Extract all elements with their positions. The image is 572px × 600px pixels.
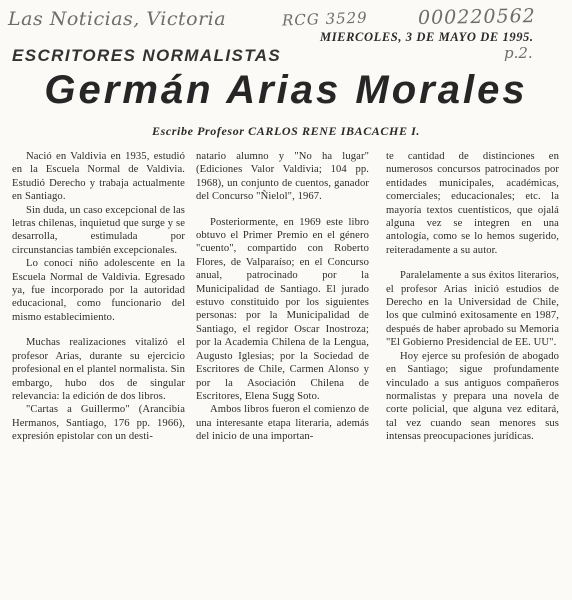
- handwritten-record-number: 000220562: [417, 4, 536, 30]
- paragraph: "Cartas a Guillermo" (Arancibia Hermanos, Santiago, 176 pp. 1966), expresión epistolar con un desti-: [12, 404, 185, 443]
- paragraph: Paralelamente a sus éxitos literarios, el profesor Arias inició estudios de Derecho en la Universidad de Chile, los que culminó exitosamente en 1987, después de haber aprobado su Memoria "El Gobierno Presidencial de EE. UU".: [386, 270, 559, 349]
- paragraph: Sin duda, un caso excepcional de las letras chilenas, inquietud que surge y se desarrolla, estimulada por circunstancias también excepcionales.: [12, 204, 185, 256]
- handwritten-catalog-code: RCG 3529: [281, 8, 368, 30]
- paragraph: Hoy ejerce su profesión de abogado en Santiago; sigue profundamente vinculado a sus antiguos compañeros normalistas y prepara una novela de corte policial, que alguna vez editará, tal vez cuando sean menores sus intensas preocupaciones jurídicas.: [386, 350, 559, 443]
- article-byline: Escribe Profesor CARLOS RENE IBACACHE I.: [151, 124, 421, 138]
- handwritten-page-mark: p.2.: [504, 44, 533, 62]
- paragraph: Nació en Valdivia en 1935, estudió en la Escuela Normal de Valdivia. Estudió Derecho y trabaja actualmente en Santiago.: [12, 151, 185, 203]
- section-heading: ESCRITORES NORMALISTAS: [12, 46, 282, 65]
- article-column-1: [12, 150, 185, 444]
- paragraph: Ambos libros fueron el comienzo de una interesante etapa literaria, además del inicio de una importan-: [196, 404, 369, 443]
- paragraph: natario alumno y "No ha lugar" (Ediciones Valor Valdivia; 104 pp. 1968), un conjunto de cuentos, ganador del Concurso "Ñielol", 1967.: [196, 151, 369, 203]
- article-title: Germán Arias Morales: [44, 68, 528, 112]
- article-column-2: [196, 150, 369, 444]
- article-column-3: [386, 150, 559, 444]
- paragraph: Posteriormente, en 1969 este libro obtuvo el Primer Premio en el género "cuento", compartido con Roberto Flores, de Valparaíso; en el Concurso anual, patrocinado por la Municipalidad de Santiago. El jurado estuvo constituido por los siguientes personas: por la Municipalidad de Santiago, el regidor Oscar Inostroza; por la Academia Chilena de la Lengua, Augusto Iglesias; por la Sociedad de Escritores de Chile, Carmen Alonso y por la Asociación Chilena de Escritores, Elena Sugg Soto.: [196, 216, 369, 402]
- paragraph: Lo conocí niño adolescente en la Escuela Normal de Valdivia. Egresado ya, fue incorporado por la autoridad educacional, como funcionario del mismo establecimiento.: [12, 258, 185, 323]
- handwritten-source-note: Las Noticias, Victoria: [8, 8, 227, 30]
- publication-date: MIERCOLES, 3 DE MAYO DE 1995.: [320, 30, 534, 44]
- paragraph: Muchas realizaciones vitalizó el profesor Arias, durante su ejercicio profesional en el plantel normalista. Sin embargo, hubo dos de singular relevancia: la edición de dos libros.: [12, 337, 185, 402]
- paragraph: te cantidad de distinciones en numerosos concursos patrocinados por entidades municipales, académicas, comerciales; educacionales; etc. la mayoría textos cuentísticos, que ojalá alguna vez se integren en una antología, como se lo hemos sugerido, reiteradamente a su autor.: [386, 151, 559, 256]
